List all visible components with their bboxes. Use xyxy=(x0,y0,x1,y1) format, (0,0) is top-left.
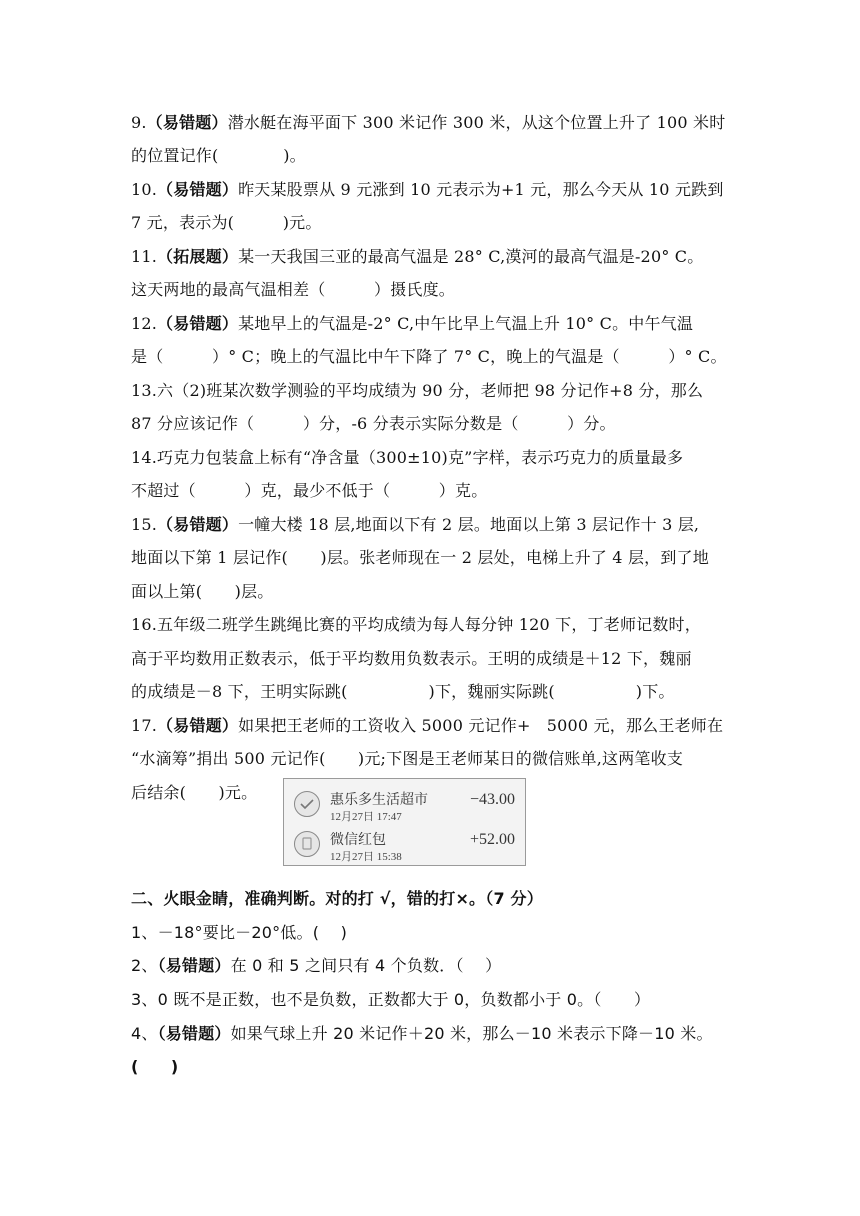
bill-merchant-name: 微信红包 xyxy=(330,832,386,848)
check-circle-icon xyxy=(294,791,320,817)
q12-line-1: 12.（易错题）某地早上的气温是-2° C,中午比早上气温上升 10° C。中午气温 xyxy=(131,314,694,333)
q16-line-3: 的成绩是－8 下，王明实际跳( )下，魏丽实际跳( )下。 xyxy=(131,682,675,701)
q16-line-2: 高于平均数用正数表示，低于平均数用负数表示。王明的成绩是＋12 下，魏丽 xyxy=(131,649,692,668)
q15-line-3: 面以上第( )层。 xyxy=(131,582,274,601)
question-tag: （易错题） xyxy=(157,515,239,534)
q16-line-1: 16.五年级二班学生跳绳比赛的平均成绩为每人每分钟 120 下，丁老师记数时， xyxy=(131,615,701,634)
q10-line-2: 7 元，表示为( )元。 xyxy=(131,213,322,232)
tf-q3: 3、0 既不是正数，也不是负数，正数都大于 0，负数都小于 0。（ ） xyxy=(131,990,651,1009)
q11-line-2: 这天两地的最高气温相差（ ）摄氏度。 xyxy=(131,280,456,299)
tf-q4-line-1: 4、（易错题）如果气球上升 20 米记作＋20 米，那么－10 米表示下降－10 米。 xyxy=(131,1024,713,1043)
q15-line-1: 15.（易错题）一幢大楼 18 层,地面以下有 2 层。地面以上第 3 层记作十 3 层, xyxy=(131,515,700,534)
q13-line-1: 13.六（2)班某次数学测验的平均成绩为 90 分，老师把 98 分记作+8 分，那么 xyxy=(131,381,704,400)
wechat-bill-image xyxy=(283,778,526,866)
bill-time: 12月27日 15:38 xyxy=(330,851,402,863)
tf-q4-line-2: ( ) xyxy=(131,1057,179,1076)
question-tag: （易错题） xyxy=(157,956,231,975)
question-tag: （易错题） xyxy=(146,113,228,132)
q15-line-2: 地面以下第 1 层记作( )层。张老师现在一 2 层处，电梯上升了 4 层，到了地 xyxy=(131,548,709,567)
q14-line-1: 14.巧克力包装盒上标有“净含量（300±10)克”字样，表示巧克力的质量最多 xyxy=(131,448,684,467)
bill-amount: −43.00 xyxy=(469,791,515,808)
q12-line-2: 是（ ）° C；晚上的气温比中午下降了 7° C，晚上的气温是（ ）° C。 xyxy=(131,347,727,366)
section-2-heading: 二、火眼金睛，准确判断。对的打 √，错的打×。（7 分） xyxy=(131,889,543,908)
q9-line-1: 9.（易错题）潜水艇在海平面下 300 米记作 300 米，从这个位置上升了 100 米时 xyxy=(131,113,726,132)
tf-q2: 2、（易错题）在 0 和 5 之间只有 4 个负数．（ ） xyxy=(131,956,502,975)
q10-line-1: 10.（易错题）昨天某股票从 9 元涨到 10 元表示为+1 元，那么今天从 10 元跌到 xyxy=(131,180,724,199)
bill-item xyxy=(284,785,525,825)
question-tag: （易错题） xyxy=(157,180,239,199)
question-tag: （易错题） xyxy=(157,314,239,333)
question-tag: （易错题） xyxy=(157,1024,231,1043)
q17-line-2: “水滴筹”捐出 500 元记作( )元;下图是王老师某日的微信账单,这两笔收支 xyxy=(131,749,684,768)
q17-line-1: 17.（易错题）如果把王老师的工资收入 5000 元记作+ 5000 元，那么王老师在 xyxy=(131,716,724,735)
q13-line-2: 87 分应该记作（ ）分，-6 分表示实际分数是（ ）分。 xyxy=(131,414,616,433)
bill-merchant-name: 惠乐多生活超市 xyxy=(330,792,428,808)
q9-line-2: 的位置记作( )。 xyxy=(131,146,306,165)
q14-line-2: 不超过（ ）克，最少不低于（ ）克。 xyxy=(131,481,488,500)
q11-line-1: 11.（拓展题）某一天我国三亚的最高气温是 28° C,漠河的最高气温是-20° C。 xyxy=(131,247,704,266)
red-packet-icon xyxy=(294,831,320,857)
bill-item xyxy=(284,825,525,865)
q17-line-3: 后结余( )元。 xyxy=(131,783,258,802)
question-tag: （易错题） xyxy=(157,716,239,735)
bill-amount: +52.00 xyxy=(469,831,515,848)
question-tag: （拓展题） xyxy=(157,247,239,266)
bill-time: 12月27日 17:47 xyxy=(330,811,402,823)
tf-q1: 1、－18°要比－20°低。( ) xyxy=(131,923,348,942)
